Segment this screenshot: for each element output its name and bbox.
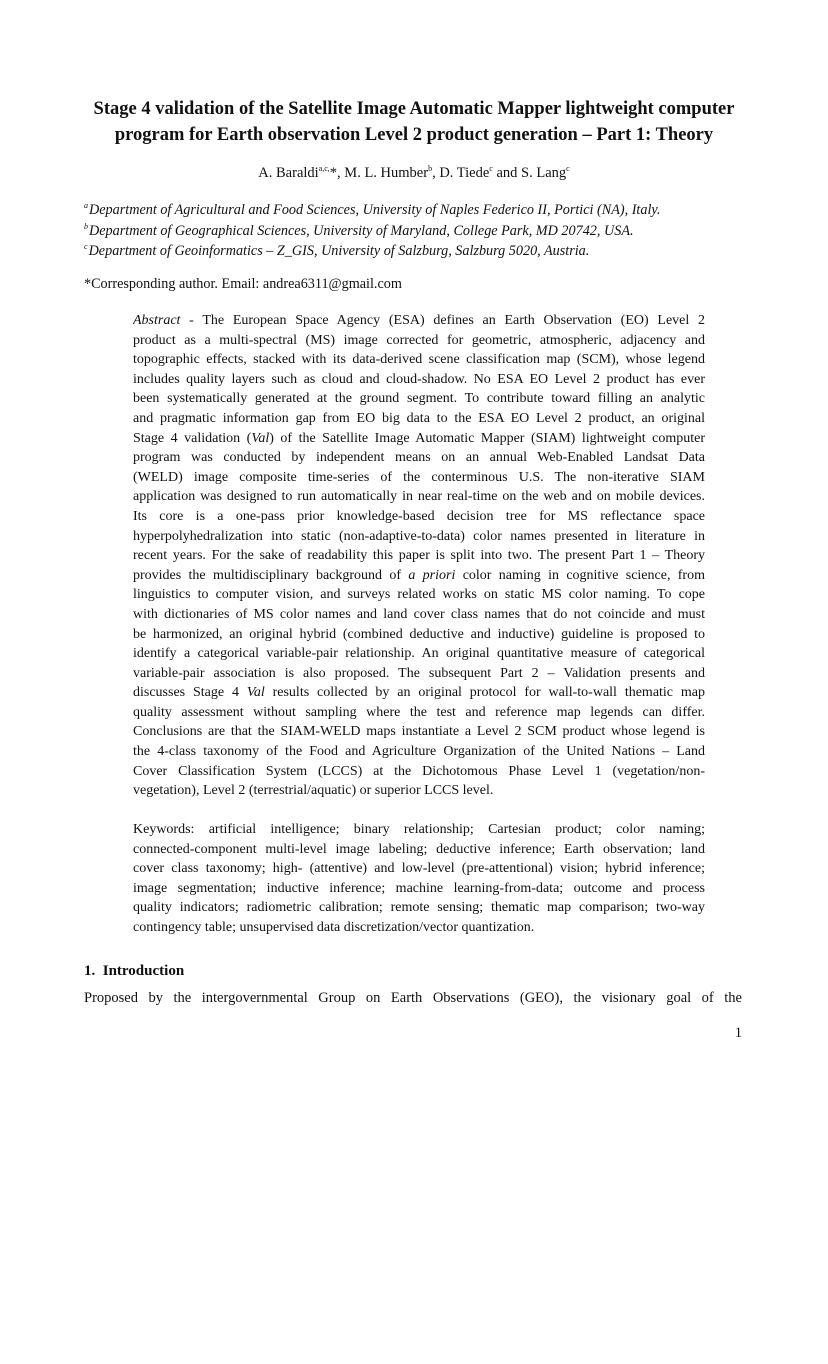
text-segment: the 4-class taxonomy of the Food and Agriculture Organization of the United Nations – Land xyxy=(133,744,705,760)
affiliation-text: Department of Agricultural and Food Sciences, University of Naples Federico II, Portici (NA), Italy. xyxy=(89,202,661,218)
keywords-block xyxy=(133,820,705,938)
text-line xyxy=(133,527,705,547)
text-line xyxy=(84,988,742,1008)
text-segment: results collected by an original protocol for wall-to-wall thematic map xyxy=(264,685,705,701)
italic-term: Val xyxy=(246,685,265,701)
text-line xyxy=(133,448,705,468)
text-segment: identify a categorical variable-pair relationship. An original quantitative measure of categorical xyxy=(133,646,705,662)
section-heading xyxy=(84,962,184,980)
text-line xyxy=(133,859,705,879)
affiliation-text: Department of Geographical Sciences, University of Maryland, College Park, MD 20742, USA. xyxy=(89,222,634,239)
abstract-text xyxy=(133,311,705,801)
text-line xyxy=(133,664,705,684)
affiliation-mark: a xyxy=(84,201,88,210)
author-affiliation-mark: b xyxy=(428,164,433,173)
text-line xyxy=(133,389,705,409)
affiliation-mark: c xyxy=(84,242,88,251)
author-affiliation-mark: c xyxy=(566,164,570,173)
text-segment: (WELD) image composite time-series of the conterminous U.S. The non-iterative SIAM xyxy=(133,469,705,485)
text-line xyxy=(133,762,705,782)
author-affiliation-mark: c xyxy=(489,164,493,173)
text-line xyxy=(133,585,705,605)
text-line xyxy=(133,722,705,742)
author-name: M. L. Humber xyxy=(344,165,429,181)
text-line xyxy=(133,703,705,723)
text-line xyxy=(133,625,705,645)
text-segment: vegetation), Level 2 (terrestrial/aquatic) or superior LCCS level. xyxy=(133,783,494,799)
text-line xyxy=(133,879,705,899)
text-segment: be harmonized, an original hybrid (combined deductive and inductive) guideline is proposed to xyxy=(133,626,705,642)
text-line xyxy=(133,683,705,703)
text-segment: hyperpolyhedralization into static (non-adaptive-to-data) color names presented in literature in xyxy=(133,528,705,544)
text-segment: quality assessment without sampling where the test and reference map legends can differ. xyxy=(133,704,705,720)
text-segment: and pragmatic information gap from EO big data to the ESA EO Level 2 product, an original xyxy=(133,410,705,426)
text-segment: been systematically generated at the ground segment. To contribute toward filling an analytic xyxy=(133,391,705,407)
text-segment: quality indicators; radiometric calibration; remote sensing; thematic map comparison; two-way xyxy=(133,900,705,916)
text-line xyxy=(133,566,705,586)
author-separator: , xyxy=(432,165,440,181)
text-segment: image segmentation; inductive inference; machine learning-from-data; outcome and process xyxy=(133,880,705,896)
text-segment: with dictionaries of MS color names and land cover class names that do not coincide and must xyxy=(133,606,705,622)
text-segment: variable-pair association is also proposed. The subsequent Part 2 – Validation presents and xyxy=(133,665,705,681)
author-name: D. Tiede xyxy=(439,165,490,181)
text-line xyxy=(133,918,705,938)
author-separator: , xyxy=(337,165,345,181)
text-segment: topographic effects, stacked with its data-derived scene classification map (SCM), whose legend xyxy=(133,352,705,368)
author-name: A. Baraldi xyxy=(258,165,319,181)
text-segment: recent years. For the sake of readability this paper is split into two. The present Part 1 – Theory xyxy=(133,548,705,564)
text-line xyxy=(133,644,705,664)
text-line xyxy=(133,605,705,625)
text-line xyxy=(133,468,705,488)
text-segment: Proposed by the intergovernmental Group on Earth Observations (GEO), the visionary goal of the xyxy=(84,990,742,1006)
text-line xyxy=(133,487,705,507)
text-line xyxy=(133,742,705,762)
italic-term: Val xyxy=(251,430,270,446)
corresponding-author: *Corresponding author. Email: andrea6311@gmail.com xyxy=(84,276,402,292)
italic-term: a priori xyxy=(408,567,456,583)
text-segment: Stage 4 validation ( xyxy=(133,430,252,446)
section-title: Introduction xyxy=(102,963,185,979)
affiliation-item xyxy=(84,241,764,262)
text-segment: cover class taxonomy; high- (attentive) and low-level (pre-attentional) vision; hybrid inference; xyxy=(133,861,705,877)
author-separator: and xyxy=(492,165,522,181)
text-line xyxy=(133,546,705,566)
text-segment: ) of the Satellite Image Automatic Mapper (SIAM) lightweight computer xyxy=(269,430,705,446)
section-number: 1. xyxy=(84,963,96,979)
affiliation-item xyxy=(84,200,764,221)
text-segment: includes quality layers such as cloud and cloud-shadow. No ESA EO Level 2 product has ever xyxy=(133,371,705,387)
text-segment: connected-component multi-level image labeling; deductive inference; Earth observation; land xyxy=(133,841,705,857)
abstract-label: Abstract xyxy=(133,313,181,328)
title-line-2: program for Earth observation Level 2 product generation – Part 1: Theory xyxy=(114,125,714,145)
keywords-text xyxy=(133,820,705,938)
text-segment: Its core is a one-pass prior knowledge-based decision tree for MS reflectance space xyxy=(133,508,705,524)
text-segment: provides the multidisciplinary background of xyxy=(133,567,409,583)
text-segment: application was designed to run automatically in near real-time on the web and on mobile devices. xyxy=(133,489,705,505)
text-line xyxy=(133,331,705,351)
text-segment: color naming in cognitive science, from xyxy=(455,567,705,583)
text-line xyxy=(133,370,705,390)
text-segment: - The European Space Agency (ESA) defines an Earth Observation (EO) Level 2 xyxy=(180,313,705,328)
text-segment: Cover Classification System (LCCS) at the Dichotomous Phase Level 1 (vegetation/non- xyxy=(133,763,705,779)
affiliation-list xyxy=(84,200,764,262)
text-line xyxy=(133,820,705,840)
text-segment: linguistics to computer vision, and surveys related works on static MS color naming. To cope xyxy=(133,587,705,603)
affiliation-text: Department of Geoinformatics – Z_GIS, University of Salzburg, Salzburg 5020, Austria. xyxy=(88,243,590,259)
title-line-1: Stage 4 validation of the Satellite Image Automatic Mapper lightweight computer xyxy=(93,99,735,119)
page-number: 1 xyxy=(734,1025,742,1041)
text-segment: Keywords: artificial intelligence; binary relationship; Cartesian product; color naming; xyxy=(133,822,705,837)
text-segment: discusses Stage 4 xyxy=(133,685,247,701)
text-line xyxy=(133,840,705,860)
text-segment: program was conducted by independent means on an annual Web-Enabled Landsat Data xyxy=(133,450,705,466)
text-line xyxy=(133,311,705,331)
abstract-block xyxy=(133,311,705,801)
text-segment: Conclusions are that the SIAM-WELD maps instantiate a Level 2 SCM product whose legend is xyxy=(133,724,705,740)
affiliation-mark: b xyxy=(84,221,88,231)
text-line xyxy=(133,507,705,527)
text-segment: contingency table; unsupervised data discretization/vector quantization. xyxy=(133,919,535,935)
text-line xyxy=(133,429,705,449)
paper-title xyxy=(70,96,758,148)
affiliation-item xyxy=(84,221,764,242)
author-name: S. Lang xyxy=(521,165,567,181)
text-line xyxy=(133,781,705,801)
text-line xyxy=(133,409,705,429)
corresponding-mark: * xyxy=(329,165,338,181)
author-affiliation-mark: a,c, xyxy=(318,164,330,173)
text-line xyxy=(133,350,705,370)
author-list xyxy=(0,164,828,182)
intro-text xyxy=(84,988,742,1008)
text-segment: product as a multi-spectral (MS) image corrected for geometric, atmospheric, adjacency and xyxy=(133,332,705,348)
intro-paragraph xyxy=(84,988,742,1008)
text-line xyxy=(133,898,705,918)
